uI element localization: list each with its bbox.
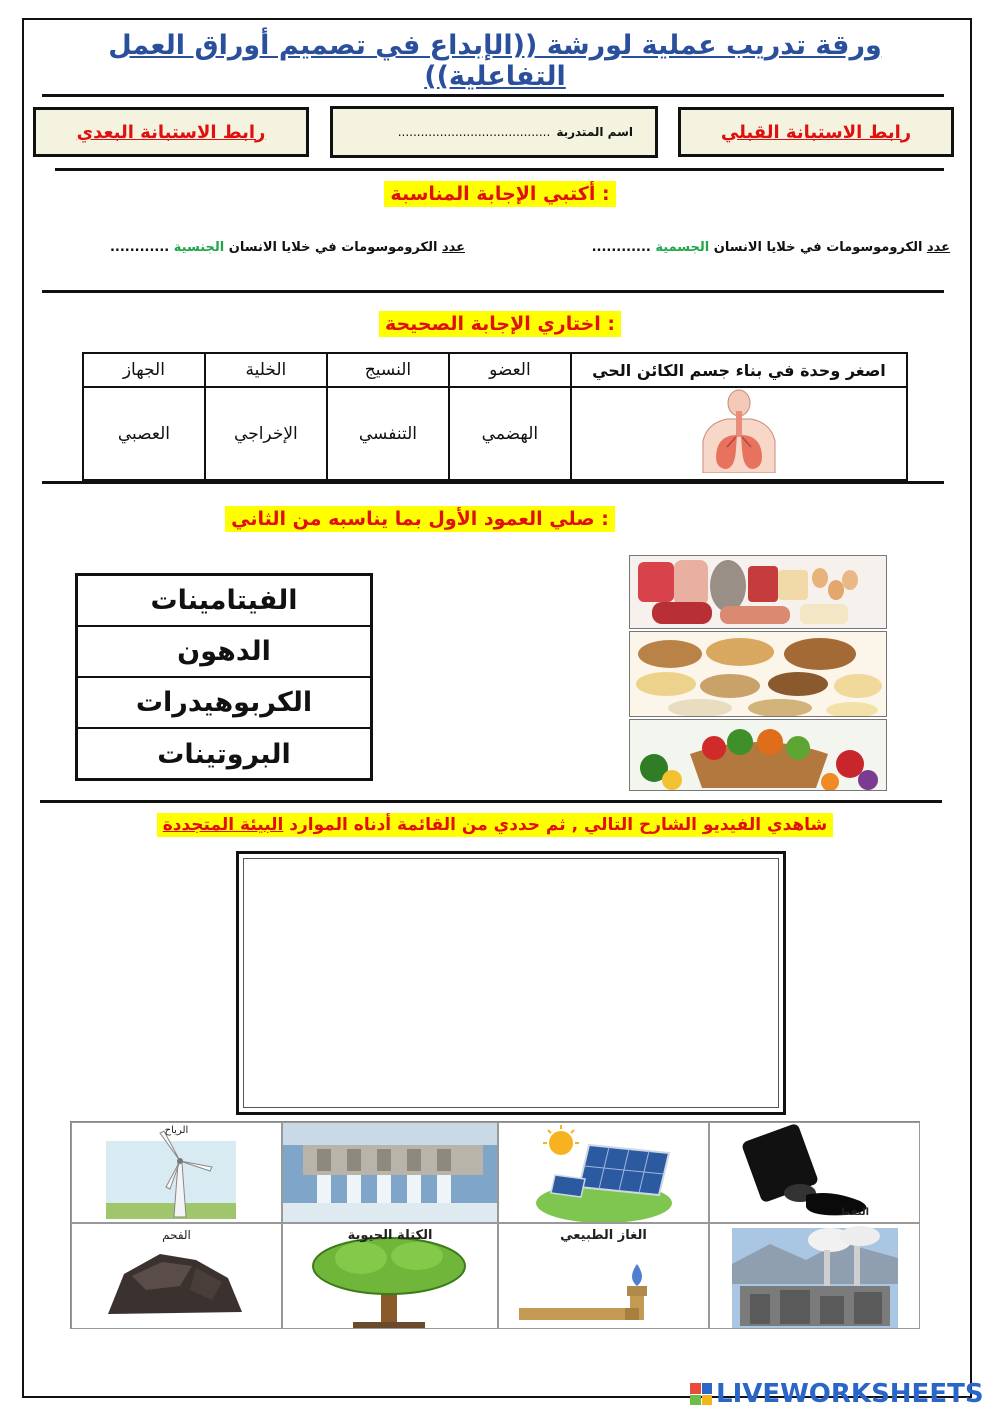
post-survey-link[interactable]: رابط الاستبانة البعدي bbox=[76, 121, 266, 143]
resource-solar[interactable] bbox=[498, 1122, 709, 1223]
section2-heading: اختاري الإجابة الصحيحة : bbox=[379, 311, 621, 337]
vegetables-fruits-image[interactable] bbox=[629, 719, 887, 791]
liveworksheets-icon bbox=[690, 1383, 712, 1405]
option-digestive[interactable]: الهضمي bbox=[449, 387, 571, 480]
section4-heading: شاهدي الفيديو الشارح التالي , ثم حددي من القائمة أدناه الموارد البيئة المتجددة bbox=[157, 813, 834, 837]
match-word-vitamins[interactable]: الفيتامينات bbox=[78, 576, 370, 627]
option-system[interactable]: الجهاز bbox=[83, 353, 205, 387]
resource-factory[interactable] bbox=[709, 1223, 920, 1329]
respiratory-image-cell bbox=[571, 387, 907, 480]
answer-blank-somatic[interactable]: ............ bbox=[591, 240, 656, 255]
option-nervous[interactable]: العصبي bbox=[83, 387, 205, 480]
hydro-dam-icon bbox=[283, 1123, 498, 1223]
match-word-proteins[interactable]: البروتينات bbox=[157, 739, 291, 770]
trainee-name-box[interactable] bbox=[330, 106, 658, 158]
question-sex-chromosomes: عدد الكروموسومات في خلايا الانسان الجنسية ............ bbox=[109, 240, 465, 255]
resource-wind-label: الرياح bbox=[164, 1125, 189, 1136]
page-title: ورقة تدريب عملية لورشة ((الإبداع في تصميم أوراق العمل التفاعلية)) bbox=[108, 30, 882, 92]
liveworksheets-brand: LIVEWORKSHEETS bbox=[716, 1379, 984, 1409]
resource-coal[interactable] bbox=[71, 1223, 282, 1329]
wind-turbine-icon bbox=[72, 1123, 282, 1223]
solar-panel-icon bbox=[499, 1123, 709, 1223]
resource-coal-label: الفحم bbox=[162, 1228, 191, 1242]
divider bbox=[42, 290, 944, 293]
pre-survey-link-box[interactable] bbox=[678, 107, 954, 157]
trainee-label: اسم المتدربة bbox=[556, 125, 633, 139]
section3-heading: صلي العمود الأول بما يناسبه من الثاني : bbox=[225, 506, 615, 532]
resource-biomass-label: الكتلة الحيوية bbox=[347, 1228, 433, 1243]
carbohydrate-foods-image[interactable] bbox=[629, 631, 887, 717]
factory-icon bbox=[710, 1224, 920, 1329]
question-somatic-chromosomes: عدد الكروموسومات في خلايا الانسان الجسمية ............ bbox=[591, 240, 950, 255]
option-cell[interactable]: الخلية bbox=[205, 353, 327, 387]
pre-survey-link[interactable]: رابط الاستبانة القبلي bbox=[720, 121, 912, 143]
resource-oil-label: النفط bbox=[839, 1207, 870, 1218]
resource-biomass[interactable] bbox=[282, 1223, 498, 1329]
match-word-carbohydrates[interactable]: الكربوهيدرات bbox=[78, 678, 370, 729]
trainee-name-field[interactable]: ........................................ bbox=[397, 125, 551, 139]
video-embed[interactable] bbox=[236, 851, 786, 1115]
resource-oil[interactable] bbox=[709, 1122, 920, 1223]
resource-natural-gas[interactable] bbox=[498, 1223, 709, 1329]
protein-foods-image[interactable] bbox=[629, 555, 887, 629]
option-tissue[interactable]: النسيج bbox=[327, 353, 449, 387]
resource-gas-label: الغاز الطبيعي bbox=[560, 1228, 647, 1243]
resource-wind[interactable] bbox=[71, 1122, 282, 1223]
section1-heading: أكتبي الإجابة المناسبة : bbox=[384, 181, 615, 207]
divider bbox=[55, 168, 944, 171]
divider bbox=[42, 481, 944, 484]
match-word-list bbox=[75, 573, 373, 781]
liveworksheets-logo bbox=[690, 1379, 984, 1409]
choice-table bbox=[82, 352, 908, 481]
video-frame bbox=[243, 858, 779, 1108]
respiratory-system-icon bbox=[689, 389, 789, 473]
match-word-fats[interactable]: الدهون bbox=[78, 627, 370, 678]
resource-hydro[interactable] bbox=[282, 1122, 498, 1223]
resources-grid bbox=[70, 1121, 920, 1329]
answer-blank-sex[interactable]: ............ bbox=[109, 240, 174, 255]
option-excretory[interactable]: الإخراجي bbox=[205, 387, 327, 480]
divider bbox=[42, 94, 944, 97]
question-smallest-unit: اصغر وحدة في بناء جسم الكائن الحي bbox=[571, 353, 907, 387]
option-organ[interactable]: العضو bbox=[449, 353, 571, 387]
post-survey-link-box[interactable] bbox=[33, 107, 309, 157]
option-respiratory[interactable]: التنفسي bbox=[327, 387, 449, 480]
divider bbox=[40, 800, 942, 803]
